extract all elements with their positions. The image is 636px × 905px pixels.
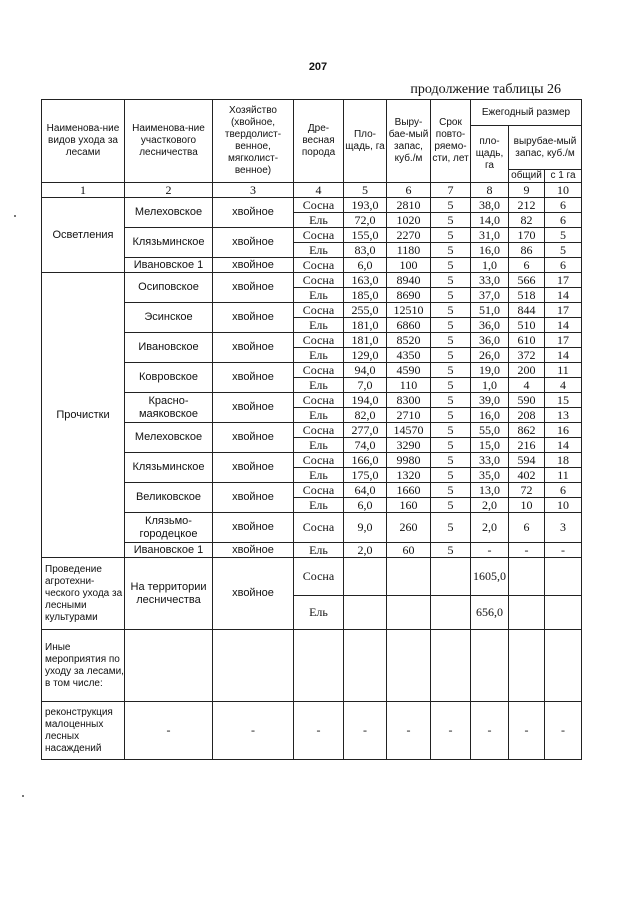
value-cell: 8940 <box>387 273 431 288</box>
table-cell <box>344 596 387 630</box>
table-cell <box>509 596 545 630</box>
table-cell <box>471 630 509 702</box>
value-cell: 402 <box>509 468 545 483</box>
farm-type-cell: хвойное <box>213 483 294 513</box>
value-cell: 19,0 <box>471 363 509 378</box>
value-cell: - <box>471 543 509 558</box>
species-cell: Сосна <box>294 273 344 288</box>
farm-type-cell: хвойное <box>213 198 294 228</box>
value-cell: 510 <box>509 318 545 333</box>
value-cell: 39,0 <box>471 393 509 408</box>
column-number: 4 <box>294 183 344 198</box>
value-cell: 14 <box>545 438 582 453</box>
value-cell: 26,0 <box>471 348 509 363</box>
table-cell <box>387 596 431 630</box>
agro-forestry: На территории лесничества <box>125 558 213 630</box>
value-cell: - <box>509 543 545 558</box>
value-cell: 844 <box>509 303 545 318</box>
value-cell: 11 <box>545 363 582 378</box>
value-cell: 15 <box>545 393 582 408</box>
column-number: 6 <box>387 183 431 198</box>
table-cell <box>545 558 582 596</box>
value-cell: 16,0 <box>471 243 509 258</box>
value-cell: 277,0 <box>344 423 387 438</box>
dash-cell: - <box>344 702 387 760</box>
agro-spruce-area: 656,0 <box>471 596 509 630</box>
value-cell: 610 <box>509 333 545 348</box>
value-cell: 10 <box>509 498 545 513</box>
forestry-name-cell: Ивановское 1 <box>125 543 213 558</box>
value-cell: 6,0 <box>344 498 387 513</box>
value-cell: 17 <box>545 303 582 318</box>
forestry-name-cell: Клязьминское <box>125 453 213 483</box>
header-farm: Хозяйство (хвойное, твердолист-венное, мягколист-венное) <box>213 100 294 183</box>
value-cell: 194,0 <box>344 393 387 408</box>
value-cell: 6 <box>545 213 582 228</box>
table-cell <box>344 558 387 596</box>
column-number: 10 <box>545 183 582 198</box>
value-cell: 1320 <box>387 468 431 483</box>
value-cell: 5 <box>431 348 471 363</box>
value-cell: 4 <box>545 378 582 393</box>
value-cell: 5 <box>545 243 582 258</box>
species-cell: Ель <box>294 243 344 258</box>
page-number: 207 <box>308 61 328 73</box>
species-cell: Ель <box>294 288 344 303</box>
agro-care-type: Проведение агротехни-ческого ухода за лесными культурами <box>42 558 125 630</box>
value-cell: 2,0 <box>344 543 387 558</box>
value-cell: 14,0 <box>471 213 509 228</box>
value-cell: 4590 <box>387 363 431 378</box>
species-cell: Ель <box>294 498 344 513</box>
species-cell: Ель <box>294 543 344 558</box>
value-cell: 5 <box>431 288 471 303</box>
value-cell: 2710 <box>387 408 431 423</box>
header-annual-stock: вырубае-мый запас, куб./м <box>509 126 582 170</box>
scan-speck <box>14 215 16 217</box>
value-cell: 1020 <box>387 213 431 228</box>
value-cell: 9,0 <box>344 513 387 543</box>
farm-type-cell: хвойное <box>213 273 294 303</box>
species-cell: Сосна <box>294 228 344 243</box>
value-cell: 36,0 <box>471 318 509 333</box>
value-cell: 5 <box>431 228 471 243</box>
value-cell: 51,0 <box>471 303 509 318</box>
value-cell: 5 <box>431 498 471 513</box>
value-cell: 5 <box>431 378 471 393</box>
table-cell <box>431 596 471 630</box>
reconstruction-section <box>42 702 582 760</box>
table-cell <box>431 630 471 702</box>
agro-pine-species: Сосна <box>294 558 344 596</box>
care-type-cell: Прочистки <box>42 273 125 558</box>
forestry-name-cell: Мелеховское <box>125 423 213 453</box>
value-cell: 5 <box>431 273 471 288</box>
farm-type-cell: хвойное <box>213 543 294 558</box>
value-cell: 163,0 <box>344 273 387 288</box>
header-per-ha: с 1 га <box>545 170 582 183</box>
table-cell <box>387 630 431 702</box>
value-cell: 170 <box>509 228 545 243</box>
value-cell: 7,0 <box>344 378 387 393</box>
dash-cell: - <box>213 702 294 760</box>
farm-type-cell: хвойное <box>213 303 294 333</box>
forestry-name-cell: Великовское <box>125 483 213 513</box>
value-cell: 35,0 <box>471 468 509 483</box>
value-cell: 5 <box>431 453 471 468</box>
value-cell: 86 <box>509 243 545 258</box>
species-cell: Ель <box>294 318 344 333</box>
value-cell: 208 <box>509 408 545 423</box>
dash-cell: - <box>545 702 582 760</box>
forestry-name-cell: Эсинское <box>125 303 213 333</box>
value-cell: 6 <box>509 258 545 273</box>
farm-type-cell: хвойное <box>213 453 294 483</box>
forest-care-table <box>41 99 582 760</box>
forestry-name-cell: Осиповское <box>125 273 213 303</box>
value-cell: 9980 <box>387 453 431 468</box>
value-cell: 6 <box>545 198 582 213</box>
value-cell: 260 <box>387 513 431 543</box>
value-cell: 12510 <box>387 303 431 318</box>
header-tree-species: Дре-весная порода <box>294 100 344 183</box>
farm-type-cell: хвойное <box>213 333 294 363</box>
table-cell <box>545 630 582 702</box>
value-cell: 72,0 <box>344 213 387 228</box>
value-cell: 200 <box>509 363 545 378</box>
farm-type-cell: хвойное <box>213 228 294 258</box>
value-cell: 5 <box>431 258 471 273</box>
forestry-name-cell: Ивановское <box>125 333 213 363</box>
value-cell: 166,0 <box>344 453 387 468</box>
table-row <box>42 273 582 288</box>
header-annual-size: Ежегодный размер <box>471 100 582 126</box>
value-cell: 33,0 <box>471 273 509 288</box>
column-number: 2 <box>125 183 213 198</box>
species-cell: Сосна <box>294 363 344 378</box>
farm-type-cell: хвойное <box>213 513 294 543</box>
forestry-name-cell: Ковровское <box>125 363 213 393</box>
value-cell: 74,0 <box>344 438 387 453</box>
value-cell: 193,0 <box>344 198 387 213</box>
value-cell: 8690 <box>387 288 431 303</box>
value-cell: 2810 <box>387 198 431 213</box>
other-measures-section <box>42 630 582 702</box>
value-cell: 6,0 <box>344 258 387 273</box>
value-cell: 4 <box>509 378 545 393</box>
value-cell: 1660 <box>387 483 431 498</box>
value-cell: 82 <box>509 213 545 228</box>
value-cell: 72 <box>509 483 545 498</box>
value-cell: 5 <box>431 393 471 408</box>
species-cell: Ель <box>294 348 344 363</box>
value-cell: 5 <box>431 543 471 558</box>
value-cell: 14 <box>545 288 582 303</box>
value-cell: 5 <box>431 408 471 423</box>
value-cell: 14570 <box>387 423 431 438</box>
value-cell: 5 <box>431 513 471 543</box>
scan-speck <box>22 795 24 797</box>
value-cell: 181,0 <box>344 318 387 333</box>
forestry-name-cell: Красно-маяковское <box>125 393 213 423</box>
value-cell: 155,0 <box>344 228 387 243</box>
value-cell: 37,0 <box>471 288 509 303</box>
agro-pine-area: 1605,0 <box>471 558 509 596</box>
species-cell: Ель <box>294 213 344 228</box>
species-cell: Ель <box>294 468 344 483</box>
species-cell: Сосна <box>294 303 344 318</box>
species-cell: Сосна <box>294 393 344 408</box>
value-cell: 2270 <box>387 228 431 243</box>
value-cell: 5 <box>431 243 471 258</box>
table-continuation-title: продолжение таблицы 26 <box>410 82 561 97</box>
table-cell <box>213 630 294 702</box>
value-cell: 36,0 <box>471 333 509 348</box>
value-cell: 17 <box>545 273 582 288</box>
value-cell: 8300 <box>387 393 431 408</box>
value-cell: 181,0 <box>344 333 387 348</box>
species-cell: Сосна <box>294 258 344 273</box>
value-cell: 6 <box>545 258 582 273</box>
value-cell: 1,0 <box>471 378 509 393</box>
header-care-type: Наименова-ние видов ухода за лесами <box>42 100 125 183</box>
value-cell: 5 <box>431 198 471 213</box>
value-cell: 18 <box>545 453 582 468</box>
column-number: 7 <box>431 183 471 198</box>
value-cell: 566 <box>509 273 545 288</box>
value-cell: 216 <box>509 438 545 453</box>
value-cell: 5 <box>431 333 471 348</box>
value-cell: 129,0 <box>344 348 387 363</box>
value-cell: 14 <box>545 348 582 363</box>
other-measures-type: Иные мероприятия по уходу за лесами, в том числе: <box>42 630 125 702</box>
value-cell: 5 <box>431 483 471 498</box>
value-cell: 5 <box>431 363 471 378</box>
column-number: 3 <box>213 183 294 198</box>
value-cell: 17 <box>545 333 582 348</box>
value-cell: 1,0 <box>471 258 509 273</box>
value-cell: 2,0 <box>471 498 509 513</box>
value-cell: 33,0 <box>471 453 509 468</box>
value-cell: 82,0 <box>344 408 387 423</box>
table-cell <box>344 630 387 702</box>
header-area: Пло-щадь, га <box>344 100 387 183</box>
header-repeat-period: Срок повто-ряемо-сти, лет <box>431 100 471 183</box>
value-cell: 4350 <box>387 348 431 363</box>
value-cell: 100 <box>387 258 431 273</box>
farm-type-cell: хвойное <box>213 423 294 453</box>
value-cell: 55,0 <box>471 423 509 438</box>
value-cell: 6 <box>509 513 545 543</box>
value-cell: 3 <box>545 513 582 543</box>
species-cell: Сосна <box>294 198 344 213</box>
farm-type-cell: хвойное <box>213 393 294 423</box>
header-total: общий <box>509 170 545 183</box>
species-cell: Сосна <box>294 423 344 438</box>
value-cell: 16 <box>545 423 582 438</box>
value-cell: 15,0 <box>471 438 509 453</box>
value-cell: 594 <box>509 453 545 468</box>
value-cell: 5 <box>431 468 471 483</box>
species-cell: Ель <box>294 438 344 453</box>
value-cell: 518 <box>509 288 545 303</box>
value-cell: 3290 <box>387 438 431 453</box>
dash-cell: - <box>431 702 471 760</box>
header-felled-stock: Выру-бае-мый запас, куб./м <box>387 100 431 183</box>
table-cell <box>387 558 431 596</box>
value-cell: 5 <box>431 438 471 453</box>
value-cell: 2,0 <box>471 513 509 543</box>
value-cell: 5 <box>545 228 582 243</box>
table-cell <box>545 596 582 630</box>
value-cell: 862 <box>509 423 545 438</box>
value-cell: 5 <box>431 213 471 228</box>
dash-cell: - <box>125 702 213 760</box>
value-cell: 6860 <box>387 318 431 333</box>
value-cell: 83,0 <box>344 243 387 258</box>
table-cell <box>294 630 344 702</box>
header-forestry: Наименова-ние участкового лесничества <box>125 100 213 183</box>
forestry-name-cell: Ивановское 1 <box>125 258 213 273</box>
header-annual-area: пло-щадь, га <box>471 126 509 183</box>
value-cell: 590 <box>509 393 545 408</box>
value-cell: 64,0 <box>344 483 387 498</box>
dash-cell: - <box>509 702 545 760</box>
value-cell: 212 <box>509 198 545 213</box>
column-number: 5 <box>344 183 387 198</box>
agro-spruce-species: Ель <box>294 596 344 630</box>
value-cell: 372 <box>509 348 545 363</box>
value-cell: 5 <box>431 303 471 318</box>
value-cell: 1180 <box>387 243 431 258</box>
agro-care-section <box>42 558 582 630</box>
value-cell: 13 <box>545 408 582 423</box>
forestry-name-cell: Клязьминское <box>125 228 213 258</box>
species-cell: Сосна <box>294 333 344 348</box>
value-cell: 175,0 <box>344 468 387 483</box>
dash-cell: - <box>387 702 431 760</box>
value-cell: 6 <box>545 483 582 498</box>
table-cell <box>125 630 213 702</box>
value-cell: 31,0 <box>471 228 509 243</box>
column-number: 1 <box>42 183 125 198</box>
value-cell: 14 <box>545 318 582 333</box>
column-number: 9 <box>509 183 545 198</box>
value-cell: 13,0 <box>471 483 509 498</box>
agro-farm: хвойное <box>213 558 294 630</box>
species-cell: Ель <box>294 378 344 393</box>
osvetleniya-section <box>42 198 582 273</box>
species-cell: Ель <box>294 408 344 423</box>
species-cell: Сосна <box>294 483 344 498</box>
table-cell <box>509 558 545 596</box>
value-cell: 5 <box>431 318 471 333</box>
value-cell: 94,0 <box>344 363 387 378</box>
value-cell: 60 <box>387 543 431 558</box>
reconstruction-type: реконструкция малоценных лесных насаждений <box>42 702 125 760</box>
value-cell: 11 <box>545 468 582 483</box>
table-cell <box>509 630 545 702</box>
forestry-name-cell: Мелеховское <box>125 198 213 228</box>
prochistki-section <box>42 273 582 558</box>
value-cell: 160 <box>387 498 431 513</box>
dash-cell: - <box>471 702 509 760</box>
farm-type-cell: хвойное <box>213 363 294 393</box>
value-cell: - <box>545 543 582 558</box>
forestry-name-cell: Клязьмо-городецкое <box>125 513 213 543</box>
value-cell: 5 <box>431 423 471 438</box>
value-cell: 110 <box>387 378 431 393</box>
column-number: 8 <box>471 183 509 198</box>
value-cell: 10 <box>545 498 582 513</box>
species-cell: Сосна <box>294 513 344 543</box>
species-cell: Сосна <box>294 453 344 468</box>
value-cell: 8520 <box>387 333 431 348</box>
table-row <box>42 198 582 213</box>
value-cell: 255,0 <box>344 303 387 318</box>
farm-type-cell: хвойное <box>213 258 294 273</box>
dash-cell: - <box>294 702 344 760</box>
care-type-cell: Осветления <box>42 198 125 273</box>
value-cell: 185,0 <box>344 288 387 303</box>
value-cell: 16,0 <box>471 408 509 423</box>
value-cell: 38,0 <box>471 198 509 213</box>
table-cell <box>431 558 471 596</box>
